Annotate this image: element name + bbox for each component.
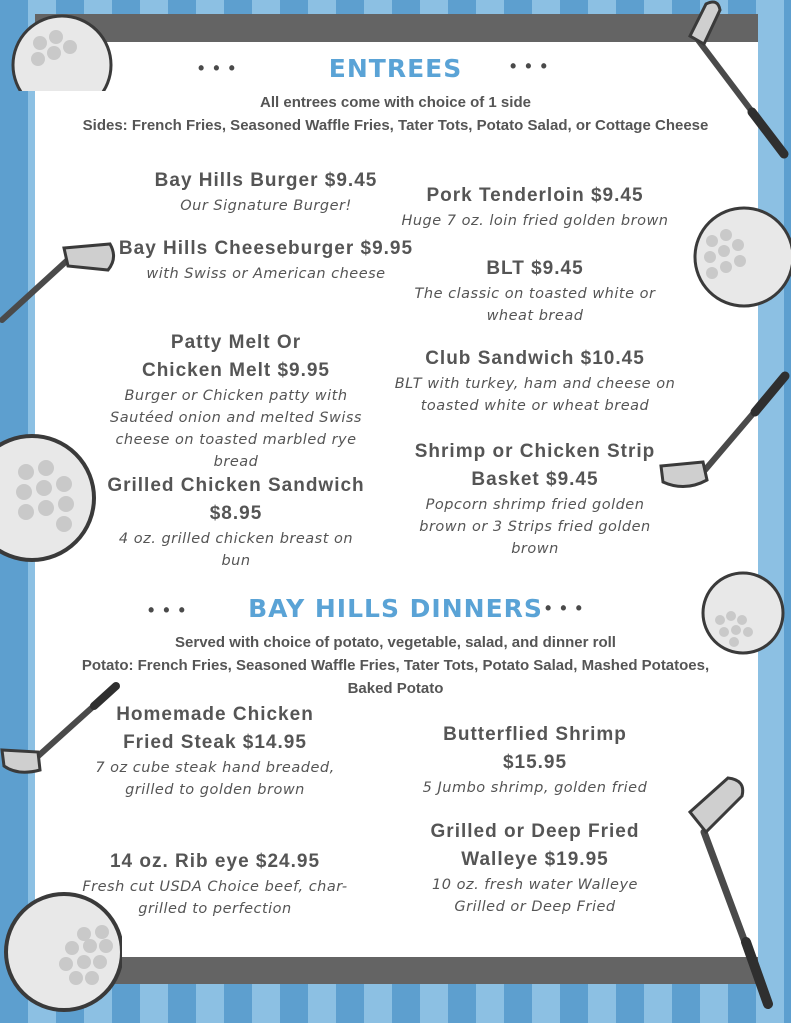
menu-item	[410, 255, 660, 327]
item-name: Shrimp or Chicken Strip Basket $9.45	[414, 441, 656, 490]
menu-item	[118, 167, 414, 217]
menu-item	[400, 438, 670, 560]
item-description: BLT with turkey, ham and cheese on toasted white or wheat bread	[394, 376, 676, 414]
golf-club-icon	[684, 772, 791, 1012]
item-name: 14 oz. Rib eye $24.95	[109, 851, 321, 872]
bottom-bar	[35, 957, 758, 984]
item-name: Grilled Chicken Sandwich $8.95	[107, 475, 365, 524]
item-description: Huge 7 oz. loin fried golden brown	[401, 213, 669, 229]
entrees-note-line: Sides: French Fries, Seasoned Waffle Fries, Tater Tots, Potato Salad, or Cottage Cheese	[82, 117, 709, 134]
item-description: The classic on toasted white or wheat bread	[414, 286, 656, 324]
entrees-note-line: All entrees come with choice of 1 side	[260, 94, 531, 111]
dinners-note	[40, 631, 751, 700]
golf-ball-icon	[0, 432, 98, 564]
item-name: Grilled or Deep Fried Walleye $19.95	[430, 821, 640, 870]
item-name: BLT $9.45	[486, 258, 584, 279]
item-description: 5 Jumbo shrimp, golden fried	[422, 780, 648, 796]
item-name: Patty Melt Or Chicken Melt $9.95	[141, 332, 331, 381]
dinners-title: BAY HILLS DINNERS	[248, 594, 543, 623]
dinners-note-line: Potato: French Fries, Seasoned Waffle Fries, Tater Tots, Potato Salad, Mashed Potatoes, Baked Potato	[81, 657, 710, 697]
golf-club-icon	[0, 236, 118, 328]
item-description: 7 oz cube steak hand breaded, grilled to golden brown	[95, 760, 335, 798]
dots-divider: • • •	[510, 56, 549, 76]
item-description: 10 oz. fresh water Walleye Grilled or Deep Fried	[432, 877, 638, 915]
item-description: Fresh cut USDA Choice beef, char-grilled to perfection	[82, 879, 348, 917]
menu-item	[410, 721, 660, 799]
dots-divider: • • •	[545, 598, 584, 618]
dinners-note-line: Served with choice of potato, vegetable, salad, and dinner roll	[175, 634, 616, 651]
dots-divider: • • •	[148, 600, 187, 620]
menu-item	[118, 235, 414, 285]
menu-item	[410, 818, 660, 918]
top-bar	[35, 14, 758, 42]
golf-ball-icon	[692, 205, 791, 309]
item-name: Club Sandwich $10.45	[425, 348, 645, 369]
item-description: Burger or Chicken patty with Sautéed onion and melted Swiss cheese on toasted marbled rye bread	[110, 388, 362, 470]
item-description: Popcorn shrimp fried golden brown or 3 Strips fried golden brown	[419, 497, 651, 557]
menu-item	[394, 345, 676, 417]
item-description: with Swiss or American cheese	[146, 266, 386, 282]
item-name: Bay Hills Burger $9.45	[154, 170, 378, 191]
menu-item	[78, 701, 352, 801]
menu-item	[96, 329, 376, 473]
dots-divider: • • •	[198, 58, 237, 78]
item-name: Pork Tenderloin $9.45	[426, 185, 644, 206]
item-name: Homemade Chicken Fried Steak $14.95	[116, 704, 314, 753]
menu-item	[104, 472, 368, 572]
item-description: Our Signature Burger!	[180, 198, 352, 214]
item-description: 4 oz. grilled chicken breast on bun	[118, 531, 354, 569]
menu-item	[78, 848, 352, 920]
entrees-title: ENTREES	[328, 54, 463, 83]
entrees-note	[40, 91, 751, 137]
menu-item	[394, 182, 676, 232]
item-name: Butterflied Shrimp $15.95	[443, 724, 627, 773]
item-name: Bay Hills Cheeseburger $9.95	[118, 238, 414, 259]
